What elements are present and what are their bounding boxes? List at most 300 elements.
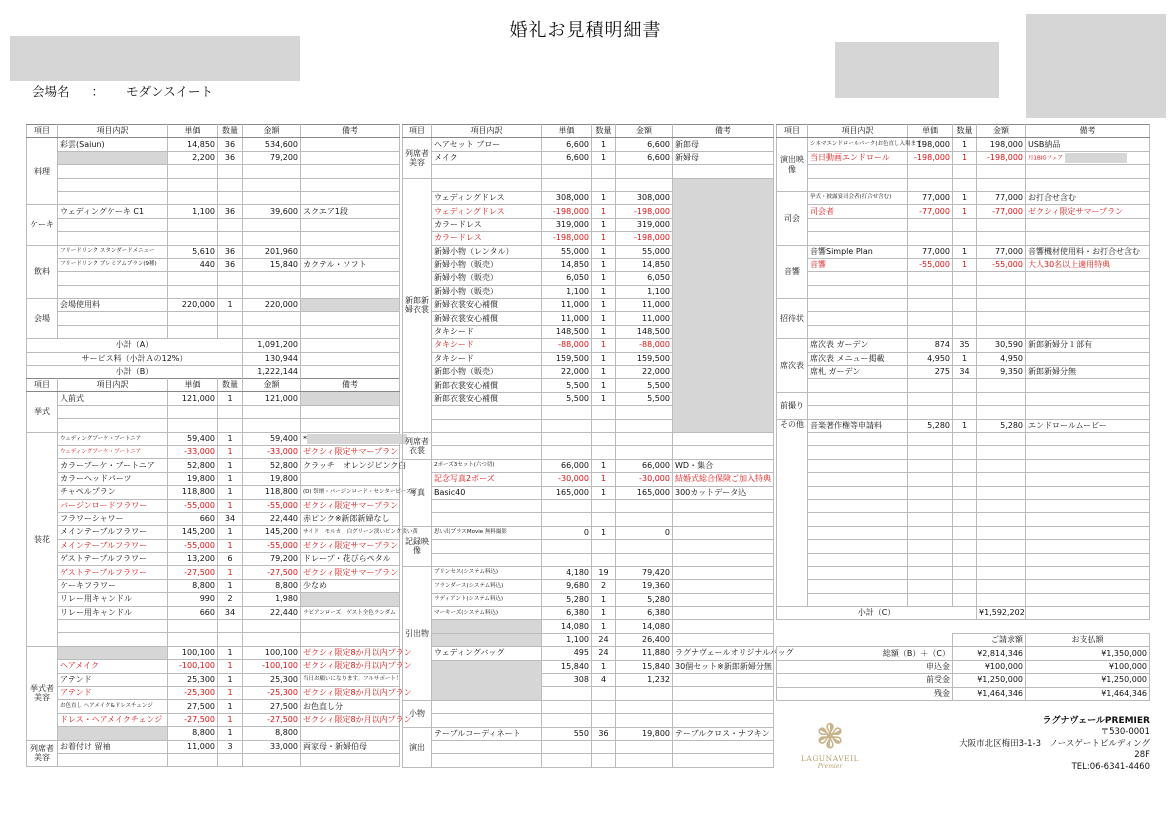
note-cell: 両家母・新婦伯母	[301, 740, 400, 753]
table-row	[403, 526, 774, 539]
qty-cell: 1	[592, 352, 616, 365]
amount-cell: 121,000	[243, 392, 301, 405]
billed-value: ¥1,250,000	[953, 674, 1026, 687]
table-row	[403, 566, 774, 579]
qty-cell: 1	[218, 445, 243, 458]
unit-price-cell: 14,850	[168, 138, 218, 151]
qty-cell: 1	[592, 285, 616, 298]
unit-price-cell: 6,380	[542, 607, 592, 620]
table-row	[27, 686, 400, 699]
table-header-row	[27, 379, 400, 392]
unit-price-cell: -30,000	[542, 473, 592, 486]
qty-cell: 1	[592, 245, 616, 258]
unit-price-cell: 15,840	[542, 660, 592, 673]
unit-price-cell: 165,000	[542, 486, 592, 499]
table-row	[403, 740, 774, 753]
amount-cell: -30,000	[616, 473, 673, 486]
amount-cell: 8,800	[243, 579, 301, 592]
amount-cell: 66,000	[616, 459, 673, 472]
item-cell: ゲストテーブルフラワー	[58, 566, 168, 579]
subtotal-label: 小計（A）	[27, 339, 243, 352]
qty-cell: 1	[592, 138, 616, 151]
qty-cell: 1	[592, 486, 616, 499]
amount-cell: 100,100	[243, 646, 301, 659]
item-cell: 2ポーズ3セット(六つ切)	[432, 459, 542, 472]
table-row	[27, 660, 400, 673]
qty-cell: 36	[218, 205, 243, 218]
amount-cell: 22,440	[243, 606, 301, 619]
unit-price-cell: 5,500	[542, 379, 592, 392]
redacted-block	[1026, 14, 1166, 118]
table-row	[777, 526, 1150, 539]
item-cell: 席次表 メニュー掲載	[808, 352, 908, 365]
table-row	[777, 379, 1150, 392]
item-cell: タキシード	[432, 352, 542, 365]
amount-cell: 201,960	[243, 245, 301, 258]
item-cell: ウェディングブーケ・ブートニア	[58, 445, 168, 458]
amount-cell: 27,500	[243, 700, 301, 713]
summary-label: 総額（B）＋（C）	[777, 647, 953, 660]
category-cell: 演出	[403, 727, 432, 767]
header-unit-price: 単価	[168, 379, 218, 392]
qty-cell: 1	[592, 232, 616, 245]
qty-cell: 1	[218, 499, 243, 512]
company-info	[955, 715, 1150, 773]
table-row	[777, 392, 1150, 405]
table-row	[27, 459, 400, 472]
table-row	[777, 339, 1150, 352]
table-row	[403, 633, 774, 646]
item-cell: 新婦小物（販売）	[432, 258, 542, 271]
category-cell: 挙式	[27, 392, 58, 432]
item-cell: リレー用キャンドル	[58, 593, 168, 606]
qty-cell: 1	[592, 392, 616, 405]
table-row	[27, 539, 400, 552]
payment-summary-table	[776, 633, 1150, 701]
table-row	[403, 607, 774, 620]
unit-price-cell: 874	[908, 339, 953, 352]
category-cell: ケーキ	[27, 205, 58, 245]
qty-cell: 34	[953, 366, 977, 379]
note-cell	[673, 566, 774, 579]
unit-price-cell: -77,000	[908, 205, 953, 218]
table-row	[403, 593, 774, 606]
note-cell: ゼクシィ限定サマープラン	[301, 539, 400, 552]
table-row	[27, 606, 400, 619]
category-cell: 料理	[27, 138, 58, 205]
unit-price-cell: 13,200	[168, 553, 218, 566]
unit-price-cell: 275	[908, 366, 953, 379]
logo-text: LAGUNAVEIL	[800, 754, 860, 763]
table-row	[27, 299, 400, 312]
category-cell: 演出映像	[777, 138, 808, 192]
amount-cell: 25,300	[243, 673, 301, 686]
qty-cell: 36	[592, 727, 616, 740]
amount-cell: 52,800	[243, 459, 301, 472]
item-cell: カラーブーケ・ブートニア	[58, 459, 168, 472]
redacted-item-cell	[432, 660, 542, 700]
subtotal-value: ¥1,592,202	[977, 607, 1026, 620]
unit-price-cell: -25,300	[168, 686, 218, 699]
table-row	[403, 138, 774, 151]
category-cell: 装花	[27, 432, 58, 646]
note-cell	[301, 245, 400, 258]
qty-cell: 1	[592, 272, 616, 285]
qty-cell: 1	[592, 339, 616, 352]
table-row	[777, 540, 1150, 553]
company-tel: TEL:06-6341-4460	[1071, 761, 1150, 772]
subtotal-row	[27, 339, 400, 352]
qty-cell: 1	[953, 205, 977, 218]
unit-price-cell: 220,000	[168, 299, 218, 312]
subtotal-label: 小計（B）	[27, 366, 243, 379]
qty-cell: 36	[218, 138, 243, 151]
qty-cell: 1	[953, 258, 977, 271]
qty-cell: 1	[592, 607, 616, 620]
item-cell: ラディアント(システム料込)	[432, 593, 542, 606]
amount-cell: 11,000	[616, 299, 673, 312]
table-row	[27, 673, 400, 686]
category-cell: 写真	[403, 459, 432, 526]
table-row	[777, 325, 1150, 338]
table-row	[777, 459, 1150, 472]
redacted-note-block	[673, 178, 774, 432]
billed-value: ¥1,464,346	[953, 687, 1026, 700]
note-cell: ゼクシィ限定サマープラン	[301, 566, 400, 579]
header-note: 備考	[301, 125, 400, 138]
redacted-block	[835, 42, 999, 98]
item-cell: 記念写真2ポーズ	[432, 473, 542, 486]
amount-cell: 534,600	[243, 138, 301, 151]
note-cell	[673, 607, 774, 620]
unit-price-cell: 6,600	[542, 138, 592, 151]
item-cell: プリンセス(システム料込)	[432, 566, 542, 579]
summary-label: 残金	[777, 687, 953, 700]
unit-price-cell: 118,800	[168, 486, 218, 499]
note-cell: テーブルクロス・ナフキン	[673, 727, 774, 740]
amount-cell: 79,420	[616, 566, 673, 579]
paid-value: ¥100,000	[1026, 660, 1150, 673]
item-cell: お色直し ヘアメイク&ドレスチェンジ	[58, 700, 168, 713]
unit-price-cell: 5,280	[908, 419, 953, 432]
item-cell: フランダース(システム料込)	[432, 580, 542, 593]
category-cell: 小物	[403, 700, 432, 727]
table-row	[403, 432, 774, 445]
table-row	[403, 700, 774, 713]
table-row	[777, 473, 1150, 486]
item-cell: バージンロードフラワー	[58, 499, 168, 512]
table-row	[27, 245, 400, 258]
redacted-item-cell	[432, 620, 542, 633]
summary-row	[777, 647, 1150, 660]
table-row	[403, 446, 774, 459]
unit-price-cell: 660	[168, 606, 218, 619]
qty-cell: 19	[592, 566, 616, 579]
subtotal-row	[777, 607, 1150, 620]
qty-cell: 1	[218, 539, 243, 552]
note-cell	[673, 593, 774, 606]
table-row	[777, 593, 1150, 606]
qty-cell: 36	[218, 151, 243, 164]
note-cell	[301, 151, 400, 164]
amount-cell: 4,950	[977, 352, 1026, 365]
venue-line	[32, 82, 231, 100]
table-row	[777, 151, 1150, 164]
table-row	[27, 419, 400, 432]
item-cell: ウェディングケーキ C1	[58, 205, 168, 218]
unit-price-cell: 1,100	[542, 633, 592, 646]
amount-cell: -33,000	[243, 445, 301, 458]
unit-price-cell: -88,000	[542, 339, 592, 352]
qty-cell: 1	[592, 258, 616, 271]
table-row	[27, 579, 400, 592]
qty-cell: 1	[953, 138, 977, 151]
amount-cell: 15,840	[243, 258, 301, 271]
item-cell: 人前式	[58, 392, 168, 405]
category-cell: 前撮り	[777, 392, 808, 419]
table-row	[403, 178, 774, 191]
amount-cell: 15,840	[616, 660, 673, 673]
table-row	[27, 165, 400, 178]
note-cell: ゼクシィ限定サマープラン	[301, 445, 400, 458]
amount-cell: -55,000	[243, 499, 301, 512]
amount-cell: -88,000	[616, 339, 673, 352]
item-cell: ドレス・ヘアメイクチェンジ	[58, 713, 168, 726]
amount-cell: 11,000	[616, 312, 673, 325]
redacted-item-cell	[58, 646, 168, 659]
table-row	[777, 138, 1150, 151]
unit-price-cell: 1,100	[542, 285, 592, 298]
table-row	[27, 633, 400, 646]
amount-cell: 9,350	[977, 366, 1026, 379]
note-cell: 少なめ	[301, 579, 400, 592]
table-row	[403, 151, 774, 164]
item-cell: ヘアメイク	[58, 660, 168, 673]
qty-cell: 1	[218, 459, 243, 472]
note-cell: ラグナヴェールオリジナルバッグ	[673, 647, 774, 660]
unit-price-cell: 308,000	[542, 191, 592, 204]
qty-cell: 1	[218, 727, 243, 740]
service-fee-label: サービス料（小計Ａの12%）	[27, 352, 243, 365]
item-cell: Basic40	[432, 486, 542, 499]
amount-cell: -198,000	[977, 151, 1026, 164]
table-row	[777, 446, 1150, 459]
item-cell: メイク	[432, 151, 542, 164]
table-row	[27, 499, 400, 512]
unit-price-cell: 145,200	[168, 526, 218, 539]
unit-price-cell: 4,950	[908, 352, 953, 365]
unit-price-cell: 308	[542, 674, 592, 687]
unit-price-cell: 8,800	[168, 579, 218, 592]
item-cell: カラードレス	[432, 232, 542, 245]
ornament-icon: ❃	[815, 717, 845, 757]
item-cell: 新郎衣裳安心補償	[432, 392, 542, 405]
table-row	[27, 445, 400, 458]
amount-cell: 159,500	[616, 352, 673, 365]
amount-cell: 79,200	[243, 151, 301, 164]
note-cell: スクエア1段	[301, 205, 400, 218]
billed-header: ご請求額	[953, 634, 1026, 647]
item-cell: 挙式・披露宴司会者(打合せ含む)	[808, 191, 908, 204]
table-row	[27, 205, 400, 218]
redacted-note-cell	[301, 299, 400, 312]
table-row	[777, 406, 1150, 419]
unit-price-cell: 6,050	[542, 272, 592, 285]
amount-cell: 19,800	[243, 472, 301, 485]
table-row	[403, 580, 774, 593]
table-row	[27, 646, 400, 659]
note-cell	[301, 472, 400, 485]
amount-cell: 11,880	[616, 647, 673, 660]
table-row	[777, 499, 1150, 512]
paid-value: ¥1,350,000	[1026, 647, 1150, 660]
amount-cell: 6,600	[616, 138, 673, 151]
note-cell	[673, 674, 774, 687]
table-row	[27, 472, 400, 485]
qty-cell: 1	[592, 312, 616, 325]
summary-label: 申込金	[777, 660, 953, 673]
table-row	[27, 151, 400, 164]
unit-price-cell: 14,080	[542, 620, 592, 633]
table-row	[777, 232, 1150, 245]
redacted-note-cell	[301, 392, 400, 405]
table-row	[403, 499, 774, 512]
qty-cell: 35	[953, 339, 977, 352]
header-unit-price: 単価	[908, 125, 953, 138]
unit-price-cell: 14,850	[542, 258, 592, 271]
qty-cell: 1	[592, 620, 616, 633]
table-row	[27, 285, 400, 298]
logo-subtext: Premier	[817, 763, 843, 770]
unit-price-cell: 19,800	[168, 472, 218, 485]
note-cell: ラピアンローズ ゲスト全色ランダム	[301, 606, 400, 619]
amount-cell: 19,360	[616, 580, 673, 593]
unit-price-cell: 319,000	[542, 218, 592, 231]
summary-row	[777, 687, 1150, 700]
amount-cell: 77,000	[977, 191, 1026, 204]
unit-price-cell: 77,000	[908, 245, 953, 258]
amount-cell: -198,000	[616, 205, 673, 218]
unit-price-cell: 5,500	[542, 392, 592, 405]
header-qty: 数量	[218, 125, 243, 138]
qty-cell: 1	[592, 191, 616, 204]
estimate-table-production	[776, 124, 1150, 620]
table-row	[777, 205, 1150, 218]
item-cell: シネマエンドロールパーク(お色直し入場まで)	[808, 138, 908, 151]
table-row	[777, 245, 1150, 258]
note-cell: 300カットデータ込	[673, 486, 774, 499]
item-cell: チャペルプラン	[58, 486, 168, 499]
note-cell: サイド モルカ 白グリーン淡いピンク淡い黄	[301, 526, 400, 539]
amount-cell: 5,500	[616, 392, 673, 405]
subtotal-value: 1,091,200	[243, 339, 301, 352]
table-row	[27, 325, 400, 338]
note-cell	[301, 138, 400, 151]
item-cell: ヘアセット ブロー	[432, 138, 542, 151]
table-row	[27, 700, 400, 713]
unit-price-cell: 27,500	[168, 700, 218, 713]
unit-price-cell: -55,000	[168, 539, 218, 552]
header-unit-price: 単価	[168, 125, 218, 138]
item-cell: カラードレス	[432, 218, 542, 231]
note-cell: 当日お願いになります。フルサポート！！	[301, 673, 400, 686]
header-qty: 数量	[953, 125, 977, 138]
venue-name: モダンスイート	[126, 84, 214, 99]
venue-label: 会場名	[32, 84, 70, 99]
unit-price-cell: -27,500	[168, 713, 218, 726]
category-cell: 列席者美容	[403, 138, 432, 178]
qty-cell: 1	[218, 526, 243, 539]
amount-cell: 22,440	[243, 512, 301, 525]
amount-cell: 77,000	[977, 245, 1026, 258]
amount-cell: 39,600	[243, 205, 301, 218]
table-row	[403, 486, 774, 499]
unit-price-cell: 11,000	[168, 740, 218, 753]
item-cell: 司会者	[808, 205, 908, 218]
qty-cell: 36	[218, 245, 243, 258]
qty-cell: 1	[592, 473, 616, 486]
unit-price-cell: 5,610	[168, 245, 218, 258]
note-cell: ゼクシィ限定サマープラン	[301, 499, 400, 512]
table-row	[777, 566, 1150, 579]
header-amount: 金額	[243, 125, 301, 138]
subtotal-value: 1,222,144	[243, 366, 301, 379]
unit-price-cell: 52,800	[168, 459, 218, 472]
qty-cell: 1	[592, 299, 616, 312]
header-note: 備考	[673, 125, 774, 138]
header-note: 備考	[301, 379, 400, 392]
qty-cell: 34	[218, 606, 243, 619]
note-cell: 新郎母	[673, 138, 774, 151]
table-row	[403, 660, 774, 673]
item-cell: ケーキフラワー	[58, 579, 168, 592]
table-row	[27, 312, 400, 325]
note-cell	[673, 620, 774, 633]
table-row	[403, 513, 774, 526]
qty-cell: 1	[218, 566, 243, 579]
table-row	[403, 459, 774, 472]
note-cell	[1026, 352, 1150, 365]
note-cell: お色直し分	[301, 700, 400, 713]
header-item: 項目内訳	[58, 125, 168, 138]
note-cell: ドレープ・花びらペタル	[301, 553, 400, 566]
table-row	[777, 191, 1150, 204]
unit-price-cell: 22,000	[542, 366, 592, 379]
table-row	[777, 218, 1150, 231]
table-row	[777, 352, 1150, 365]
item-cell: フリードリンク プレミアムプラン(9種)	[58, 258, 168, 271]
qty-cell: 24	[592, 647, 616, 660]
qty-cell: 1	[218, 486, 243, 499]
unit-price-cell: 4,180	[542, 566, 592, 579]
note-cell: 音響機材使用料・お打合せ含む	[1026, 245, 1150, 258]
item-cell: 新郎衣裳安心補償	[432, 379, 542, 392]
paid-header: お支払額	[1026, 634, 1150, 647]
header-category: 項目	[27, 125, 58, 138]
amount-cell: -198,000	[616, 232, 673, 245]
header-note: 備考	[1026, 125, 1150, 138]
note-cell: 赤ピンク※新郎新婦なし	[301, 512, 400, 525]
unit-price-cell: -100,100	[168, 660, 218, 673]
item-cell: 新婦衣裳安心補償	[432, 312, 542, 325]
redacted-item-cell	[58, 727, 168, 740]
company-postal: 〒530-0001	[1100, 727, 1150, 738]
table-row	[403, 540, 774, 553]
item-cell: 新婦小物（販売）	[432, 272, 542, 285]
unit-price-cell: 9,680	[542, 580, 592, 593]
table-row	[27, 566, 400, 579]
item-cell: 席次表 ガーデン	[808, 339, 908, 352]
